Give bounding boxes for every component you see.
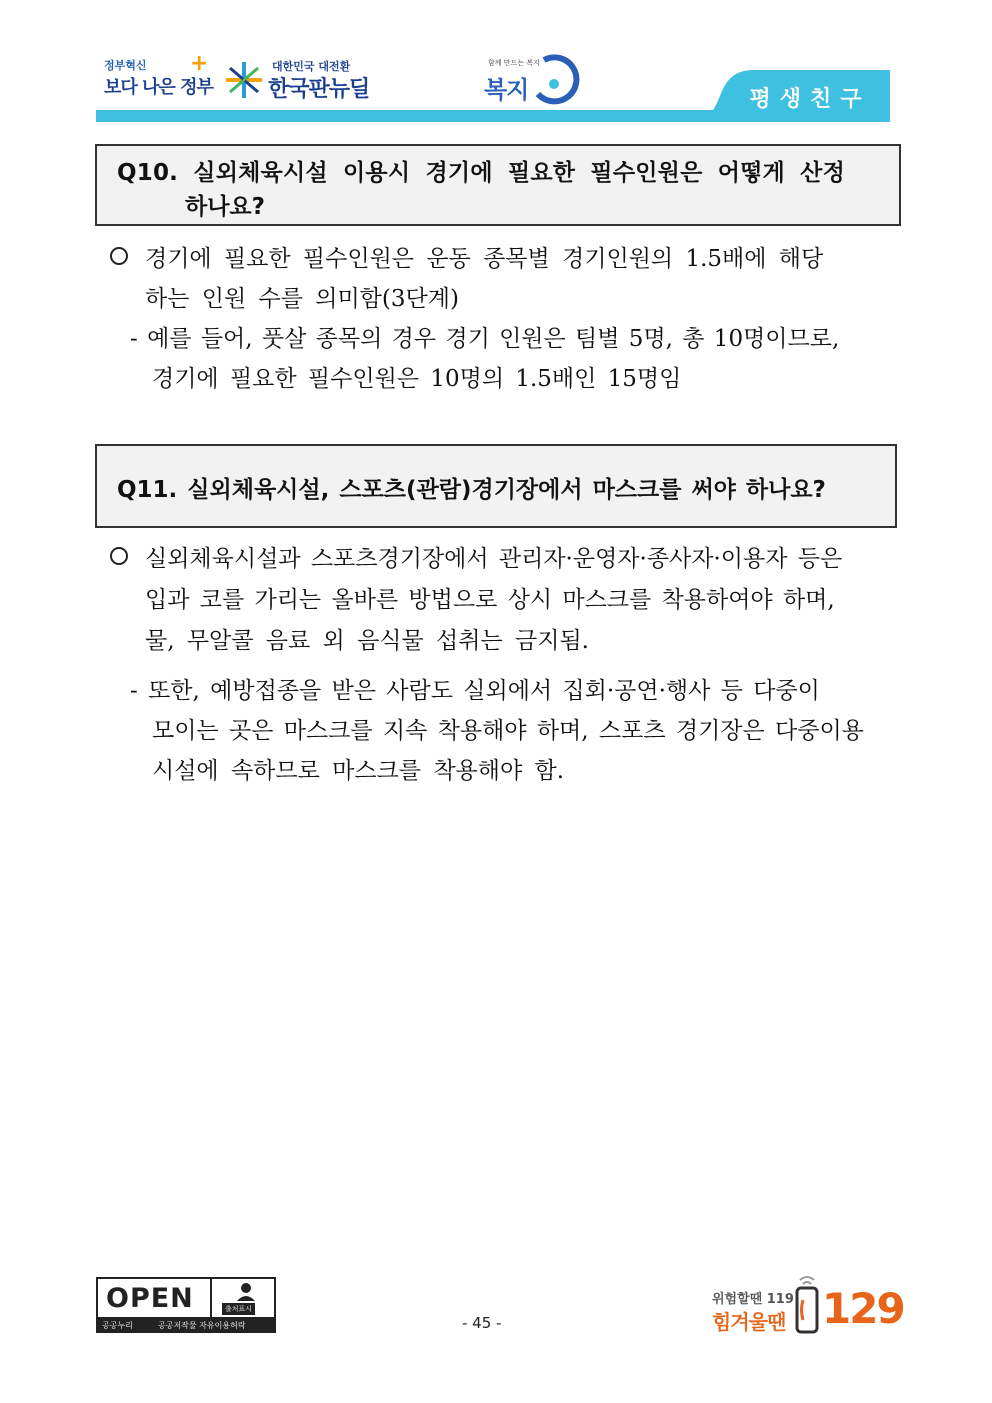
q10-question-line1: Q10. 실외체육시설 이용시 경기에 필요한 필수인원은 어떻게 산정 [117,160,845,186]
q10-answer-line2: 하는 인원 수를 의미함(3단계) [145,286,459,312]
open-license-word: OPEN [106,1283,194,1314]
q11-answer-line3: 물, 무알콜 음료 외 음식물 섭취는 금지됨. [145,628,589,654]
section-tab [694,70,890,122]
korean-new-deal-logo [222,58,372,102]
bokji-arc-icon [530,54,580,106]
bokji-small-text: 함께 만드는 복지 [488,59,540,67]
q11-detail-line3: 시설에 속하므로 마스크를 착용해야 함. [152,758,565,784]
open-license-left-text: 공공누리 [102,1321,133,1330]
q11-detail-line1: - 또한, 예방접종을 받은 사람도 실외에서 집회·공연·행사 등 다중이 [130,678,820,704]
question-box-q11 [95,444,897,528]
hotline-main-text: 힘겨울땐 [712,1310,786,1334]
hotline-129-logo [712,1272,902,1336]
hotline-number: 129 [822,1284,904,1333]
attribution-badge: 출처표시 [222,1303,255,1315]
section-tab-label: 평생친구 [749,87,871,112]
open-license-right-text: 공공저작물 자유이용허락 [158,1321,246,1330]
newdeal-star-icon [222,60,266,100]
open-license-divider [210,1279,212,1319]
phone-icon [794,1274,820,1334]
newdeal-small-text: 대한민국 대전환 [272,60,351,73]
q11-detail-line2: 모이는 곳은 마스크를 지속 착용해야 하며, 스포츠 경기장은 다중이용 [152,718,864,744]
bullet-circle-icon [110,247,128,265]
q10-detail-line2: 경기에 필요한 필수인원은 10명의 1.5배인 15명임 [152,366,682,392]
open-license-bottom [96,1319,276,1333]
question-box-q10 [95,144,901,226]
q11-answer-line1: 실외체육시설과 스포츠경기장에서 관리자·운영자·종사자·이용자 등은 [145,546,843,572]
hotline-small-text: 위험할땐 119 [712,1292,794,1307]
gov-innovation-logo [104,51,213,105]
q10-detail-line1: - 예를 들어, 풋살 종목의 경우 경기 인원은 팀별 5명, 총 10명이므로, [130,326,840,352]
page-header [0,0,992,130]
q11-answer-line2: 입과 코를 가리는 올바른 방법으로 상시 마스크를 착용하여야 하며, [145,587,835,613]
newdeal-main-text: 한국판뉴딜 [268,77,370,102]
q11-question-line1: Q11. 실외체육시설, 스포츠(관람)경기장에서 마스크를 써야 하나요? [117,477,826,503]
bokji-logo [482,52,582,106]
page-number: - 45 - [462,1314,502,1332]
bokji-main-text: 복지 [484,76,529,104]
q10-answer-line1: 경기에 필요한 필수인원은 운동 종목별 경기인원의 1.5배에 해당 [145,246,824,272]
q10-question-line2: 하나요? [185,194,265,220]
open-license-logo [96,1277,278,1333]
plus-icon: + [190,51,209,76]
bullet-circle-icon [110,547,128,565]
gov-logo-main-text: 보다 나은 정부 [104,77,213,98]
gov-logo-top-text: 정부혁신 [104,59,147,72]
open-license-top [96,1277,276,1319]
